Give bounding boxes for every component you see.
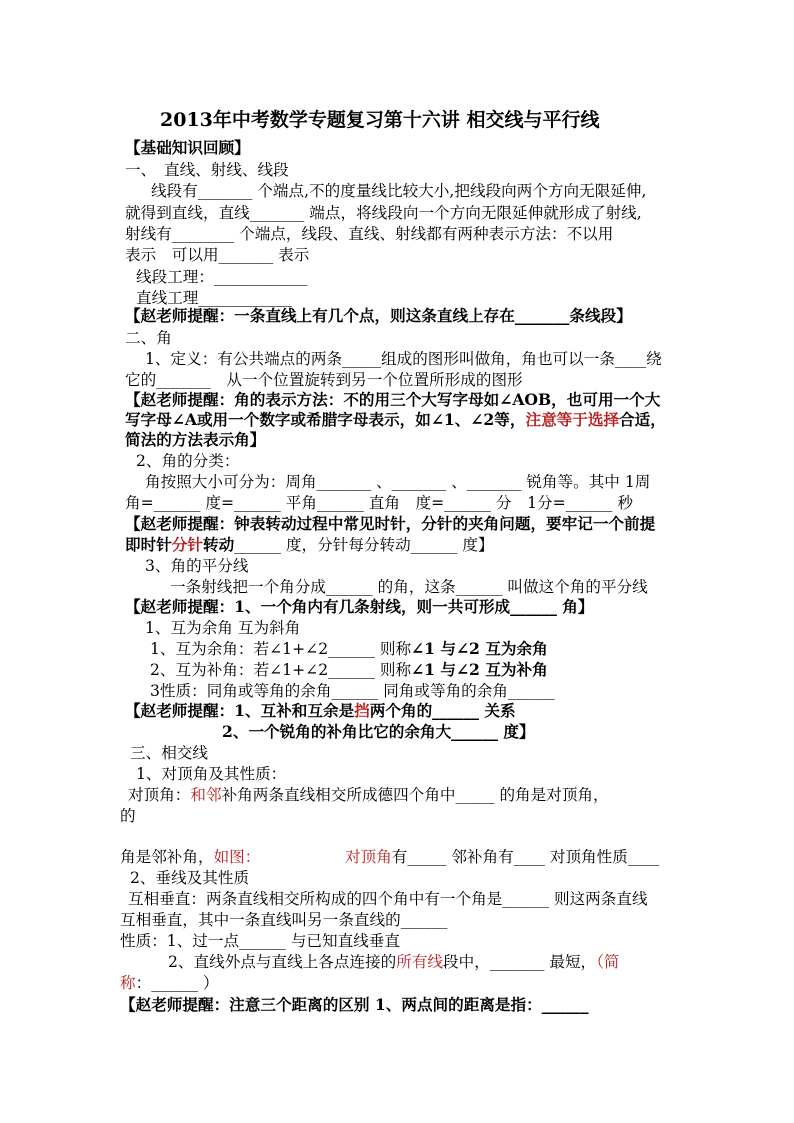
paragraph-line: 一条射线把一个角分成______ 的角，这条______ 叫做这个角的平分线: [170, 578, 648, 596]
paragraph-line: 互相垂直，其中一条直线叫另一条直线的______: [120, 911, 448, 929]
line-text: 补角两条直线相交所成德四个角中_____ 的角是对顶角，: [221, 786, 609, 804]
paragraph-line: [120, 847, 260, 867]
subsection-heading: 1、互为余角 互为斜角: [145, 619, 301, 637]
paragraph-line: 直线工理____________: [136, 289, 292, 307]
paragraph-line: [168, 952, 620, 972]
line-text: 1、互为余角：若∠1+∠2______ 则称: [150, 640, 412, 658]
line-highlight: 所有线: [396, 953, 444, 971]
line-highlight: 对顶角: [345, 848, 392, 866]
tip-text: 两个角的______ 关系: [369, 701, 516, 720]
paragraph-line: 线段有_______ 个端点,不的度量线比较大小,把线段向两个方向无限延伸,: [151, 182, 647, 200]
line-text: 对顶角：: [128, 786, 191, 804]
subsection-heading: 1、对顶角及其性质：: [136, 765, 287, 783]
paragraph-line: [128, 785, 609, 805]
teacher-tip: [125, 701, 516, 721]
teacher-tip: [125, 535, 494, 555]
teacher-tip: [125, 410, 666, 430]
line-bold: ∠1 与∠2 互为余角: [411, 639, 548, 658]
teacher-tip: 【赵老师提醒：钟表转动过程中常见时针，分针的夹角问题，要牢记一个前提: [125, 514, 656, 533]
paragraph-line: 它的_______ 从一个位置旋转到另一个位置所形成的图形: [125, 371, 523, 389]
teacher-tip: 【赵老师提醒：1、一个角内有几条射线，则一共可形成______ 角】: [125, 597, 594, 616]
tip-text: 【赵老师提醒：1、互补和互余是: [125, 701, 355, 720]
paragraph-line: 3性质：同角或等角的余角______ 同角或等角的余角______: [150, 682, 555, 700]
subsection-heading: 2、垂线及其性质: [130, 869, 250, 887]
paragraph-line: 就得到直线，直线_______ 端点，将线段向一个方向无限延伸就形成了射线,: [125, 204, 642, 222]
paragraph-line: 表示 可以用_______ 表示: [125, 246, 310, 264]
line-text: 角是邻补角，: [120, 848, 214, 866]
paragraph-line: [120, 973, 219, 993]
tip-text: 合适，: [619, 410, 666, 429]
tip-text: 写字母∠A或用一个数字或希腊字母表示，如∠1、∠2等，: [125, 410, 526, 429]
subsection-heading: 3、角的平分线: [145, 557, 249, 575]
tip-highlight: 挡: [354, 701, 370, 720]
line-bold: ∠1 与∠2 互为补角: [411, 660, 548, 679]
paragraph-line: 射线有________ 个端点，线段、直线、射线都有两种表示方法：不以用: [125, 225, 614, 243]
paragraph-line: 角=______ 度=______ 平角______ 直角 度=______ 分 1分=______ 秒: [125, 494, 633, 512]
line-text: ：______ ）: [135, 974, 219, 992]
paragraph-line: 的: [120, 807, 136, 825]
paragraph-line: 角按照大小可分为：周角_______ 、_______ 、_______ 锐角等。其中 1周: [145, 473, 651, 491]
teacher-tip: 简法的方法表示角】: [125, 430, 266, 449]
teacher-tip: 【赵老师提醒：一条直线上有几个点，则这条直线上存在_______条线段】: [125, 306, 632, 325]
line-text: 2、直线外点与直线上各点连接的: [168, 953, 397, 971]
section-3-heading: 三、相交线: [130, 744, 208, 762]
section-2-heading: 二、角: [125, 329, 172, 347]
tip-text: 转动: [203, 535, 235, 554]
paragraph-line: 线段工理：____________: [136, 268, 308, 286]
tip-highlight: 分针: [171, 535, 203, 554]
teacher-tip: 【赵老师提醒：注意三个距离的区别 1、两点间的距离是指：______: [120, 995, 589, 1014]
paragraph-line: [345, 847, 659, 867]
paragraph-line: [150, 660, 548, 680]
paragraph-line: [150, 639, 548, 659]
subsection-heading: 2、角的分类：: [136, 452, 240, 470]
paragraph-line: 1、定义：有公共端点的两条_____组成的图形叫做角，角也可以一条____绕: [145, 350, 662, 368]
paragraph-line: 互相垂直：两条直线相交所构成的四个角中有一个角是______ 则这两条直线: [128, 890, 648, 908]
line-highlight: 称: [120, 974, 136, 992]
line-highlight: 和邻: [190, 786, 222, 804]
teacher-tip: 2、一个锐角的补角比它的余角大______ 度】: [222, 722, 535, 741]
line-highlight: （简: [596, 953, 620, 971]
line-text: 段中，_______ 最短，: [443, 953, 597, 971]
tip-text: ______ 度，分针每分转动______ 度】: [234, 536, 494, 554]
tip-highlight: 注意等于选择: [525, 410, 620, 429]
page-title: 2013年中考数学专题复习第十六讲 相交线与平行线: [160, 109, 600, 131]
line-text: 2、互为补角：若∠1+∠2______ 则称: [150, 661, 412, 679]
section-1-heading: 一、 直线、射线、线段: [125, 161, 289, 179]
line-highlight: 如图：: [213, 848, 261, 866]
teacher-tip: 【赵老师提醒：角的表示方法：不的用三个大写字母如∠AOB，也可用一个大: [125, 390, 661, 409]
paragraph-line: 性质：1、过一点______ 与已知直线垂直: [120, 932, 400, 950]
section-review-heading: 【基础知识回顾】: [125, 138, 250, 157]
line-text: 有_____ 邻补角有____ 对顶角性质____: [391, 848, 660, 866]
tip-text: 即时针: [125, 535, 172, 554]
